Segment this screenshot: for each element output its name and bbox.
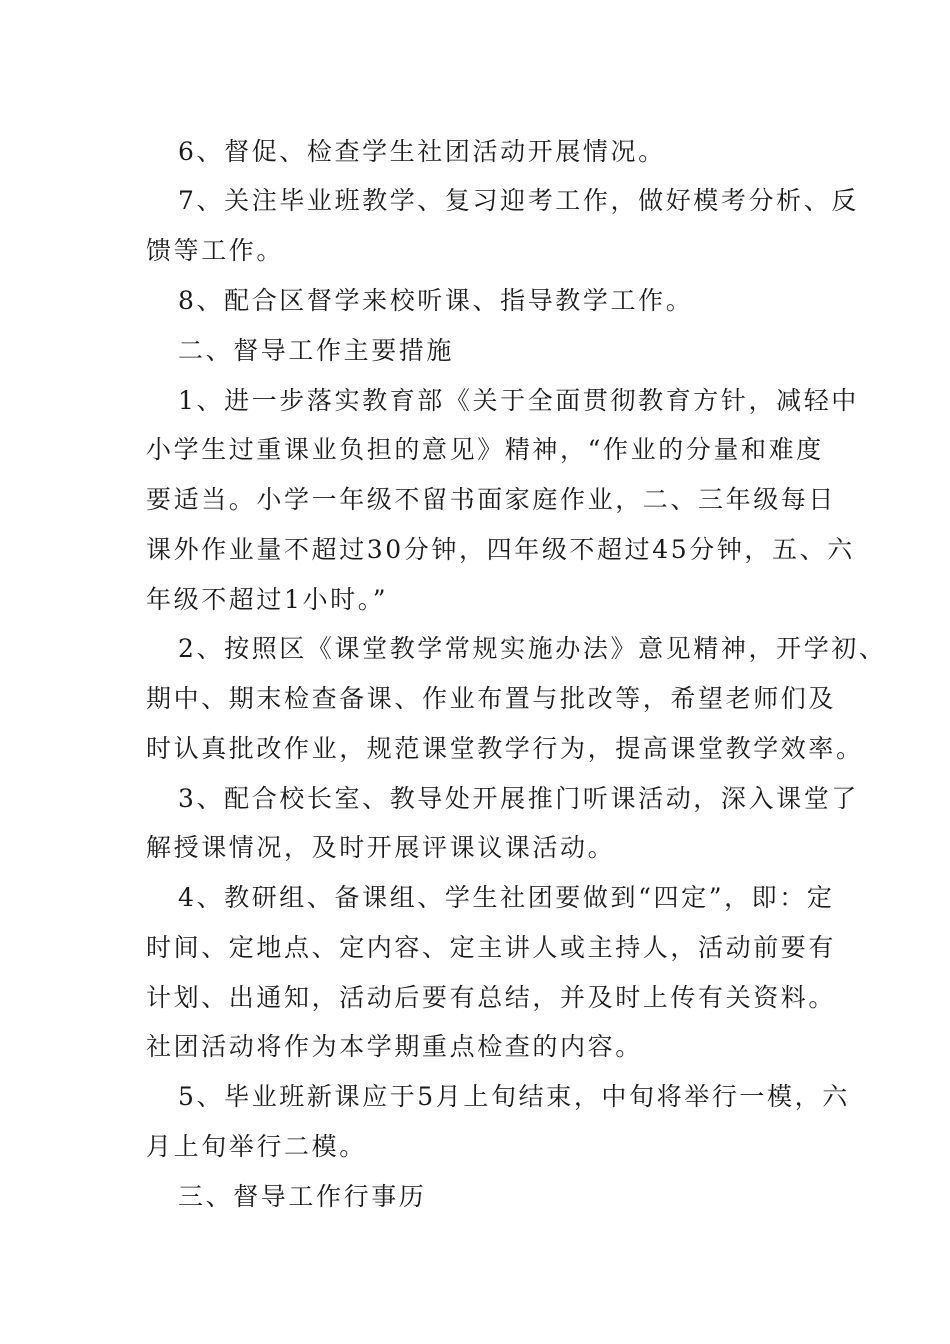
measure-3-line-2: 解授课情况，及时开展评课议课活动。 xyxy=(146,833,616,862)
measure-4-line-3: 计划、出通知，活动后要有总结，并及时上传有关资料。 xyxy=(146,983,837,1012)
measure-2-line-1: 2、按照区《课堂教学常规实施办法》意见精神，开学初、 xyxy=(178,634,887,663)
measure-1-line-5: 年级不超过1小时。” xyxy=(146,585,389,614)
item-7-line-1: 7、关注毕业班教学、复习迎考工作，做好模考分析、反 xyxy=(178,186,859,215)
measure-1-line-4: 课外作业量不超过30分钟，四年级不超过45分钟，五、六 xyxy=(146,535,855,564)
item-8-line-1: 8、配合区督学来校听课、指导教学工作。 xyxy=(178,286,694,315)
measure-4-line-4: 社团活动将作为本学期重点检查的内容。 xyxy=(146,1032,643,1061)
section-3-heading: 三、督导工作行事历 xyxy=(178,1182,427,1211)
measure-2-line-2: 期中、期末检查备课、作业布置与批改等，希望老师们及 xyxy=(146,684,837,713)
section-2-heading: 二、督导工作主要措施 xyxy=(178,336,455,365)
measure-1-line-2: 小学生过重课业负担的意见》精神，“作业的分量和难度 xyxy=(146,435,824,464)
measure-1-line-3: 要适当。小学一年级不留书面家庭作业，二、三年级每日 xyxy=(146,485,837,514)
measure-5-line-2: 月上旬举行二模。 xyxy=(146,1132,367,1161)
measure-3-line-1: 3、配合校长室、教导处开展推门听课活动，深入课堂了 xyxy=(178,784,859,813)
measure-4-line-1: 4、教研组、备课组、学生社团要做到“四定”，即：定 xyxy=(178,883,835,912)
item-7-line-2: 馈等工作。 xyxy=(146,236,285,265)
measure-2-line-3: 时认真批改作业，规范课堂教学行为，提高课堂教学效率。 xyxy=(146,734,864,763)
measure-1-line-1: 1、进一步落实教育部《关于全面贯彻教育方针，减轻中 xyxy=(178,386,859,415)
measure-4-line-2: 时间、定地点、定内容、定主讲人或主持人，活动前要有 xyxy=(146,933,837,962)
measure-5-line-1: 5、毕业班新课应于5月上旬结束，中旬将举行一模，六 xyxy=(178,1082,850,1111)
item-6-line-1: 6、督促、检查学生社团活动开展情况。 xyxy=(178,137,666,166)
